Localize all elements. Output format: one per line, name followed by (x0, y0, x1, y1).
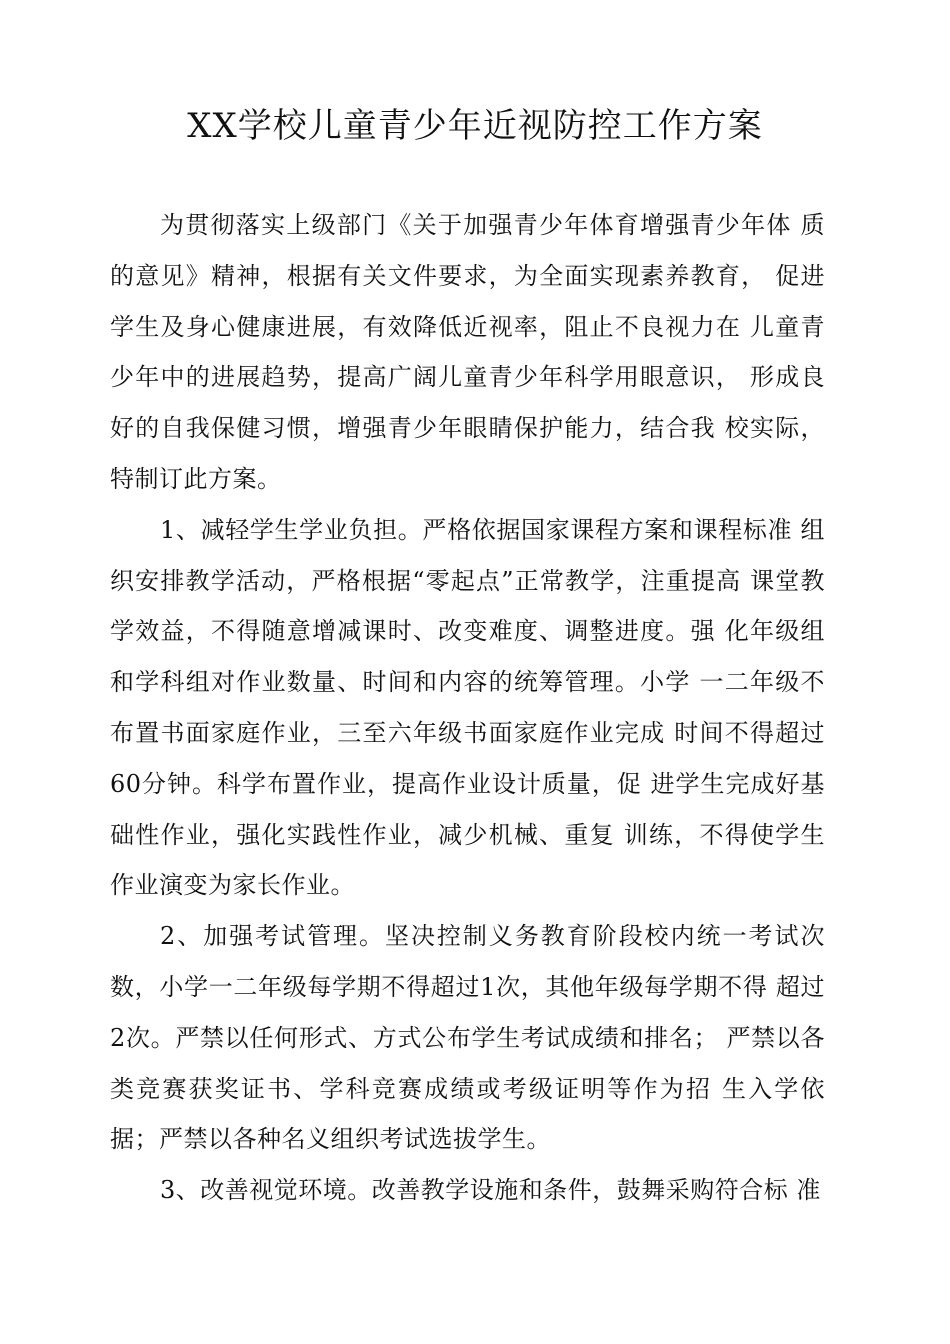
paragraph-3: 3、改善视觉环境。改善教学设施和条件，鼓舞采购符合标 准 (160, 1176, 821, 1205)
paragraph-2: 2、加强考试管理。坚决控制义务教育阶段校内统一考试次数，小学一二年级每学期不得超过1次，其他年级每学期不得 超过2次。严禁以任何形式、方式公布学生考试成绩和排名； 严禁以各类竞赛获奖证书、学科竞赛成绩或考级证明等作为招 生入学依据；严禁以各种名义组织考试选拔学生。 (110, 922, 825, 1154)
document-title: XX学校儿童青少年近视防控工作方案 (187, 106, 763, 146)
document-body (110, 200, 825, 1216)
paragraph-1: 1、减轻学生学业负担。严格依据国家课程方案和课程标准 组织安排教学活动，严格根据“零起点”正常教学，注重提高 课堂教学效益，不得随意增减课时、改变难度、调整进度。强 化年级组和学科组对作业数量、时间和内容的统筹管理。小学 一二年级不布置书面家庭作业，三至六年级书面家庭作业完成 时间不得超过60分钟。科学布置作业，提高作业设计质量，促 进学生完成好基础性作业，强化实践性作业，减少机械、重复 训练，不得使学生作业演变为家长作业。 (110, 515, 825, 900)
paragraph-intro: 为贯彻落实上级部门《关于加强青少年体育增强青少年体 质的意见》精神，根据有关文件要求，为全面实现素养教育， 促进学生及身心健康进展，有效降低近视率，阻止不良视力在 儿童青少年中的进展趋势，提高广阔儿童青少年科学用眼意识， 形成良好的自我保健习惯，增强青少年眼睛保护能力，结合我 校实际，特制订此方案。 (110, 211, 825, 493)
